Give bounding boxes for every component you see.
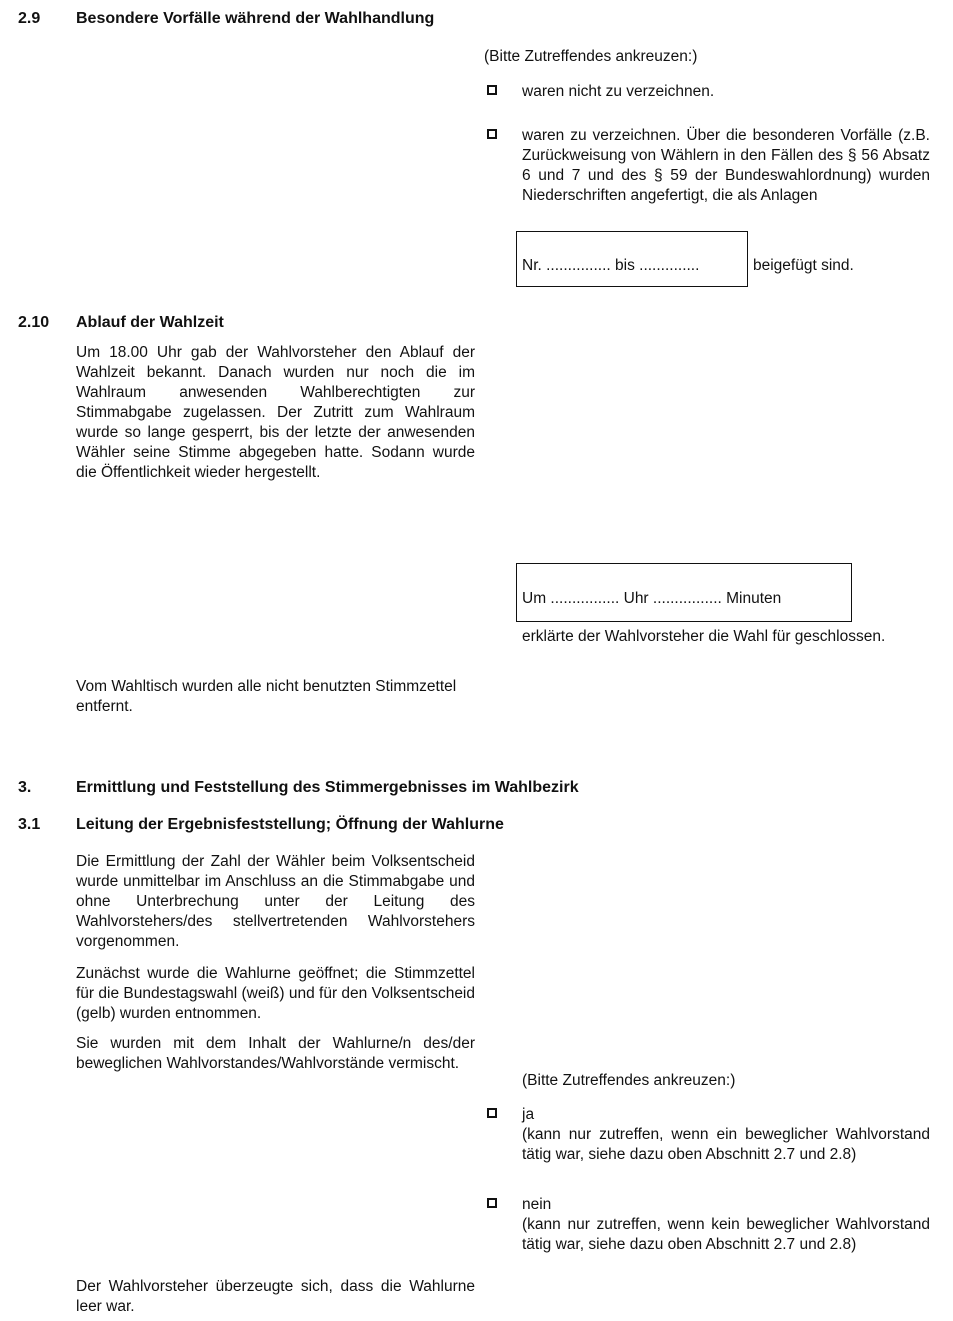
- section-number-3: 3.: [18, 779, 32, 796]
- attached-text: beigefügt sind.: [753, 257, 854, 274]
- attachment-number-box[interactable]: [516, 231, 748, 287]
- mixed-paragraph: Sie wurden mit dem Inhalt der Wahlurne/n des/der beweglichen Wahlvorstandes/Wahlvorstände vermischt.: [76, 1035, 475, 1072]
- section-number-2-9: 2.9: [18, 10, 41, 27]
- option-yes-note: (kann nur zutreffen, wenn ein beweglicher Wahlvorstand tätig war, siehe dazu oben Abschnitt 2.7 und 2.8): [522, 1126, 930, 1163]
- section-title-2-10: Ablauf der Wahlzeit: [76, 314, 224, 331]
- urn-empty-text: Der Wahlvorsteher überzeugte sich, dass die Wahlurne leer war.: [76, 1278, 475, 1315]
- checkbox-no-incidents[interactable]: [487, 85, 497, 95]
- instruction-text-3-1: (Bitte Zutreffendes ankreuzen:): [522, 1072, 736, 1089]
- checkbox-incidents[interactable]: [487, 129, 497, 139]
- attachment-number-text: Nr. ............... bis ..............: [522, 257, 700, 274]
- closing-time-text: Um ................ Uhr ................ Minuten: [522, 590, 782, 607]
- ballots-removed-text: Vom Wahltisch wurden alle nicht benutzten Stimmzettel entfernt.: [76, 678, 457, 715]
- counting-paragraph: Die Ermittlung der Zahl der Wähler beim Volksentscheid wurde unmittelbar im Anschluss an die Stimmabgabe und ohne Unterbrechung unter der Leitung des Wahlvorstehers/des stellvertretenden Wahlvorstehers vorgenommen.: [76, 853, 475, 950]
- instruction-text: (Bitte Zutreffendes ankreuzen:): [484, 48, 698, 65]
- section-number-3-1: 3.1: [18, 816, 41, 833]
- option-no-incidents: waren nicht zu verzeichnen.: [522, 83, 715, 100]
- section-title-3: Ermittlung und Feststellung des Stimmergebnisses im Wahlbezirk: [76, 779, 579, 796]
- option-no-note: (kann nur zutreffen, wenn kein beweglicher Wahlvorstand tätig war, siehe dazu oben Abschnitt 2.7 und 2.8): [522, 1216, 930, 1253]
- section-title-2-9: Besondere Vorfälle während der Wahlhandlung: [76, 10, 435, 27]
- election-closed-text: erklärte der Wahlvorsteher die Wahl für geschlossen.: [522, 628, 886, 645]
- option-incidents: waren zu verzeichnen. Über die besonderen Vorfälle (z.B. Zurückweisung von Wählern in den Fällen des § 56 Absatz 6 und 7 und des § 59 der Bundeswahlordnung) wurden Niederschriften angefertigt, die als Anlagen: [522, 127, 930, 204]
- checkbox-yes[interactable]: [487, 1108, 497, 1118]
- closing-time-box[interactable]: [516, 563, 852, 622]
- option-no: nein: [522, 1196, 552, 1213]
- section-title-3-1: Leitung der Ergebnisfeststellung; Öffnung der Wahlurne: [76, 816, 504, 833]
- option-yes: ja: [522, 1106, 535, 1123]
- section-number-2-10: 2.10: [18, 314, 50, 331]
- checkbox-no[interactable]: [487, 1198, 497, 1208]
- voting-end-paragraph: Um 18.00 Uhr gab der Wahlvorsteher den Ablauf der Wahlzeit bekannt. Danach wurden nur noch die im Wahlraum anwesenden Wahlberechtigten zur Stimmabgabe zugelassen. Der Zutritt zum Wahlraum wurde so lange gesperrt, bis der letzte der anwesenden Wähler seine Stimme abgegeben hatte. Sodann wurde die Öffentlichkeit wieder hergestellt.: [76, 344, 475, 481]
- urn-opened-paragraph: Zunächst wurde die Wahlurne geöffnet; die Stimmzettel für die Bundestagswahl (weiß) und für den Volksentscheid (gelb) wurden entnommen.: [76, 965, 475, 1022]
